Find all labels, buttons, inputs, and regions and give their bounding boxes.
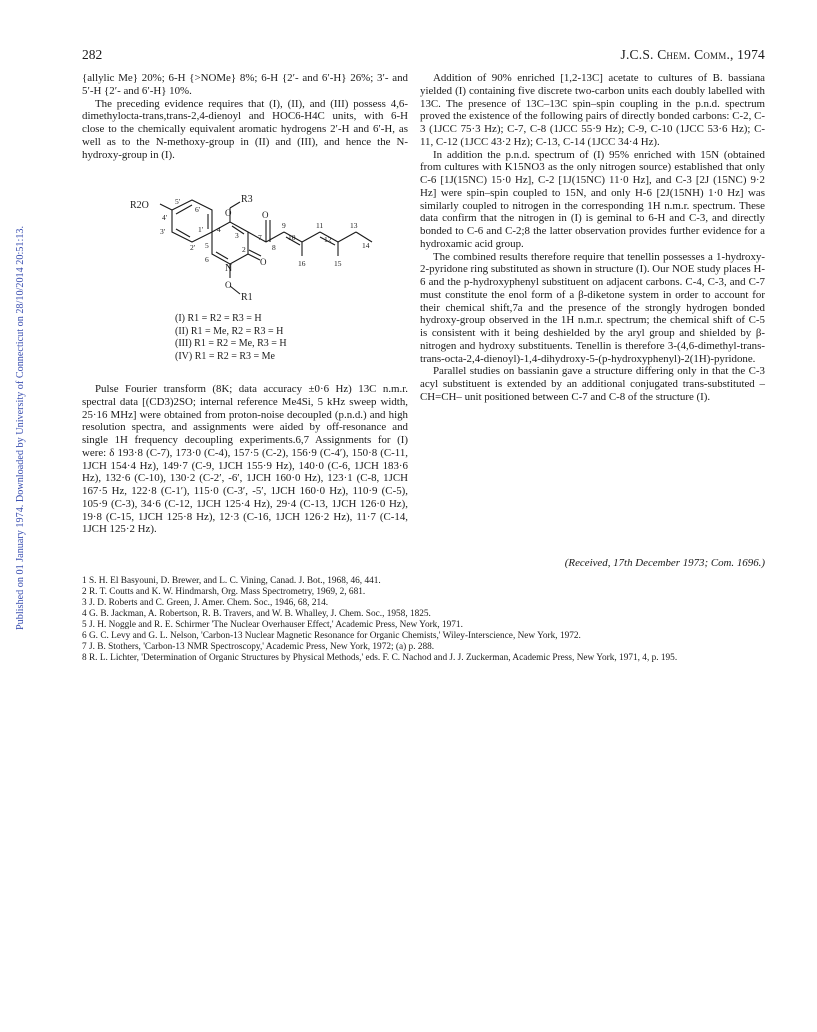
received-note: (Received, 17th December 1973; Com. 1696.)	[564, 557, 765, 569]
carbonyl-oxygen-label: O	[260, 257, 267, 267]
atom-number: 10	[288, 233, 296, 242]
page-number: 282	[82, 47, 103, 62]
chain-bond	[302, 232, 320, 242]
reference-item: 4 G. B. Jackman, A. Robertson, R. B. Travers, and W. B. Whalley, J. Chem. Soc., 1958, 1825.	[82, 608, 431, 619]
noe-results-paragraph: {allylic Me} 20%; 6-H {>NOMe} 8%; 6-H {2′- and 6′-H} 26%; 3′- and 5′-H {2′- and 6′-H} 10%.	[82, 72, 408, 97]
n-oxygen-label: O	[225, 280, 232, 290]
atom-number: 12	[324, 235, 332, 244]
reference-item: 6 G. C. Levy and G. L. Nelson, 'Carbon-13 Nuclear Magnetic Resonance for Organic Chemists,' Wiley-Interscience, New York, 1972.	[82, 630, 581, 641]
r1-label: R1	[241, 292, 253, 303]
atom-number: 1′	[198, 225, 204, 234]
o-r1-bond	[230, 286, 240, 294]
benzene-ring	[172, 200, 212, 242]
atom-number: 3′	[160, 227, 166, 236]
atom-number: 5	[205, 241, 209, 250]
r2o-label: R2O	[130, 200, 149, 211]
download-watermark	[2, 190, 26, 630]
atom-number: 6′	[195, 205, 201, 214]
nmr-data-paragraph: Pulse Fourier transform (8K; data accuracy ±0·6 Hz) 13C n.m.r. spectral data [(CD3)2SO; internal reference Me4Si, 5 kHz sweep width, 25·16 MHz] were obtained from proton-noise decoupled (p.n.d.) and high resolution spectra, and assignments were aided by off-resonance and single 1H frequency decoupling experiments.6,7 Assignments for (I) were: δ 193·8 (C-7), 173·0 (C-4), 157·5 (C-2), 156·9 (C-4′), 150·8 (C-11, 1JCH 154·4 Hz), 149·7 (C-9, 1JCH 155·9 Hz), 140·0 (C-6, 1JCH 183·6 Hz), 132·6 (C-10), 130·2 (C-2′, -6′, 1JCH 160·0 Hz), 123·1 (C-8, 1JCH 167·5 Hz, 122·8 (C-1′), 115·0 (C-3′, -5′, 1JCH 160·0 Hz), 110·9 (C-5), 105·9 (C-3), 34·6 (C-12, 1JCH 125·4 Hz), 29·4 (C-13, 1JCH 126·0 Hz), 19·8 (C-15, 1JCH 125·8 Hz), 12·3 (C-16, 1JCH 126·2 Hz), 11·7 (C-14, 1JCH 125·2 Hz).	[82, 383, 408, 536]
atom-number: 2	[242, 245, 246, 254]
labelling-paragraph: Addition of 90% enriched [1,2-13C] acetate to cultures of B. bassiana yielded (I) containing five discrete two-carbon units each doubly labelled with 13C. The presence of 13C–13C spin–spin coupling in the p.n.d. spectrum proved the existence of the following pairs of directly bonded carbons: C-2, C-3 (1JCC 75·3 Hz); C-7, C-8 (1JCC 55·9 Hz); C-9, C-10 (1JCC 53·6 Hz); C-11, C-12 (1JCC 43·2 Hz); C-13, C-14 (1JCC 34·4 Hz).	[420, 72, 765, 148]
benzene-double-bond	[176, 229, 190, 237]
right-column	[420, 72, 765, 404]
nmr-data-paragraph-block	[82, 383, 408, 536]
atom-number: 11	[316, 221, 324, 230]
journal-header: J.C.S. Chem. Comm., 1974	[620, 47, 765, 62]
atom-number: 7	[258, 233, 262, 242]
structure-label-iv: (IV) R1 = R2 = R3 = Me	[175, 350, 275, 362]
pyridone-double-bond	[216, 252, 228, 259]
left-column	[82, 72, 408, 161]
nitrogen-paragraph: In addition the p.n.d. spectrum of (I) 95% enriched with 15N (obtained from cultures with K15NO3 as the only nitrogen source) established that only C-6 [1J(15NC) 15·0 Hz], C-2 [1J(15NC) 11·0 Hz], and C-3 [2J (15NC) 9·2 Hz] were spin–spin coupled to 15N, and only H-6 [2J(15NH) 1·0 Hz] was similarly coupled to nitrogen in the corresponding 1H n.m.r. spectrum. These data confirm that the nitrogen in (I) is geminal to 6-H and C-3, and directly bonded to C-6 and C-2;8 the latter observation provides further evidence for a hydroxamic acid group.	[420, 148, 765, 250]
atom-number: 9	[282, 221, 286, 230]
hydroxy-oxygen-label: O	[225, 208, 232, 218]
atom-number: 8	[272, 243, 276, 252]
nitrogen-label: N	[225, 263, 233, 274]
oxygen-bond	[160, 204, 172, 210]
r3-label: R3	[241, 194, 253, 205]
atom-number: 6	[205, 255, 209, 264]
atom-number: 13	[350, 221, 358, 230]
reference-item: 3 J. D. Roberts and C. Green, J. Amer. Chem. Soc., 1946, 68, 214.	[82, 597, 329, 608]
conclusion-paragraph: The combined results therefore require that tenellin possesses a 1-hydroxy-2-pyridone ring substituted as shown in structure (I). Our NOE study places H-6 and the p-hydroxyphenyl substituent on adjacent carbons. C-4, C-3, and C-7 must constitute the enol form of a β-diketone system in order to account for their chemical shift,7a and the presence of the strongly hydrogen bonded hydroxy-group observed in the 1H n.m.r. spectrum; the chemical shift of C-5 is consistent with it being deshielded by the aryl group and shielded by β-nitrogen and hydroxy substituents. Tenellin is therefore 3-(4,6-dimethyl-trans-trans-octa-2,4-dienoyl)-1,4-dihydroxy-5-(p-hydroxyphenyl)-2(1H)-pyridone.	[420, 250, 765, 365]
atom-number: 5′	[175, 197, 181, 206]
atom-number: 15	[334, 259, 342, 268]
evidence-paragraph: The preceding evidence requires that (I), (II), and (III) possess 4,6-dimethylocta-trans,trans-2,4-dienoyl and HOC6-H4C units, with 6-H close to the chemically equivalent aromatic hydrogens 2′-H and 6′-H, as well as to the N-methoxy-group in (II) and (III), and hence the N-hydroxy-group in (I).	[82, 97, 408, 161]
atom-number: 2′	[190, 243, 196, 252]
atom-number: 14	[362, 241, 370, 250]
structure-label-ii: (II) R1 = Me, R2 = R3 = H	[175, 325, 284, 337]
r3-bond	[230, 202, 240, 208]
references-list	[82, 576, 765, 664]
atom-number: 16	[298, 259, 306, 268]
download-note-text: Published on 01 January 1974. Downloaded by University of Connecticut on 28/10/2014 20:51:13.	[15, 225, 26, 630]
atom-number: 3	[235, 231, 239, 240]
atom-number: 4	[217, 225, 221, 234]
bassianin-paragraph: Parallel studies on bassianin gave a structure differing only in that the C-3 acyl substituent is extended by an additional conjugated trans-substituted –CH=CH– unit positioned between C-7 and C-8 of the structure (I).	[420, 365, 765, 403]
chain-bond	[338, 232, 356, 242]
chain-bond	[266, 232, 284, 242]
chain-bond	[248, 232, 266, 242]
atom-number: 4′	[162, 213, 168, 222]
ketone-oxygen-label: O	[262, 210, 269, 220]
structure-legend	[175, 313, 287, 363]
reference-item: 5 J. H. Noggle and R. E. Schirmer 'The Nuclear Overhauser Effect,' Academic Press, New York, 1971.	[82, 619, 463, 630]
structure-label-iii: (III) R1 = R2 = Me, R3 = H	[175, 338, 287, 350]
reference-item: 7 J. B. Stothers, 'Carbon-13 NMR Spectroscopy,' Academic Press, New York, 1972; (a) p. 288.	[82, 641, 435, 652]
structure-label-i: (I) R1 = R2 = R3 = H	[175, 313, 262, 324]
reference-item: 1 S. H. El Basyouni, D. Brewer, and L. C. Vining, Canad. J. Bot., 1968, 46, 441.	[82, 576, 381, 586]
reference-item: 2 R. T. Coutts and K. W. Hindmarsh, Org. Mass Spectrometry, 1969, 2, 681.	[82, 586, 366, 597]
reference-item: 8 R. L. Lichter, 'Determination of Organic Structures by Physical Methods,' eds. F. C. Nachod and J. J. Zuckerman, Academic Press, New York, 1971, 4, p. 195.	[82, 652, 678, 663]
